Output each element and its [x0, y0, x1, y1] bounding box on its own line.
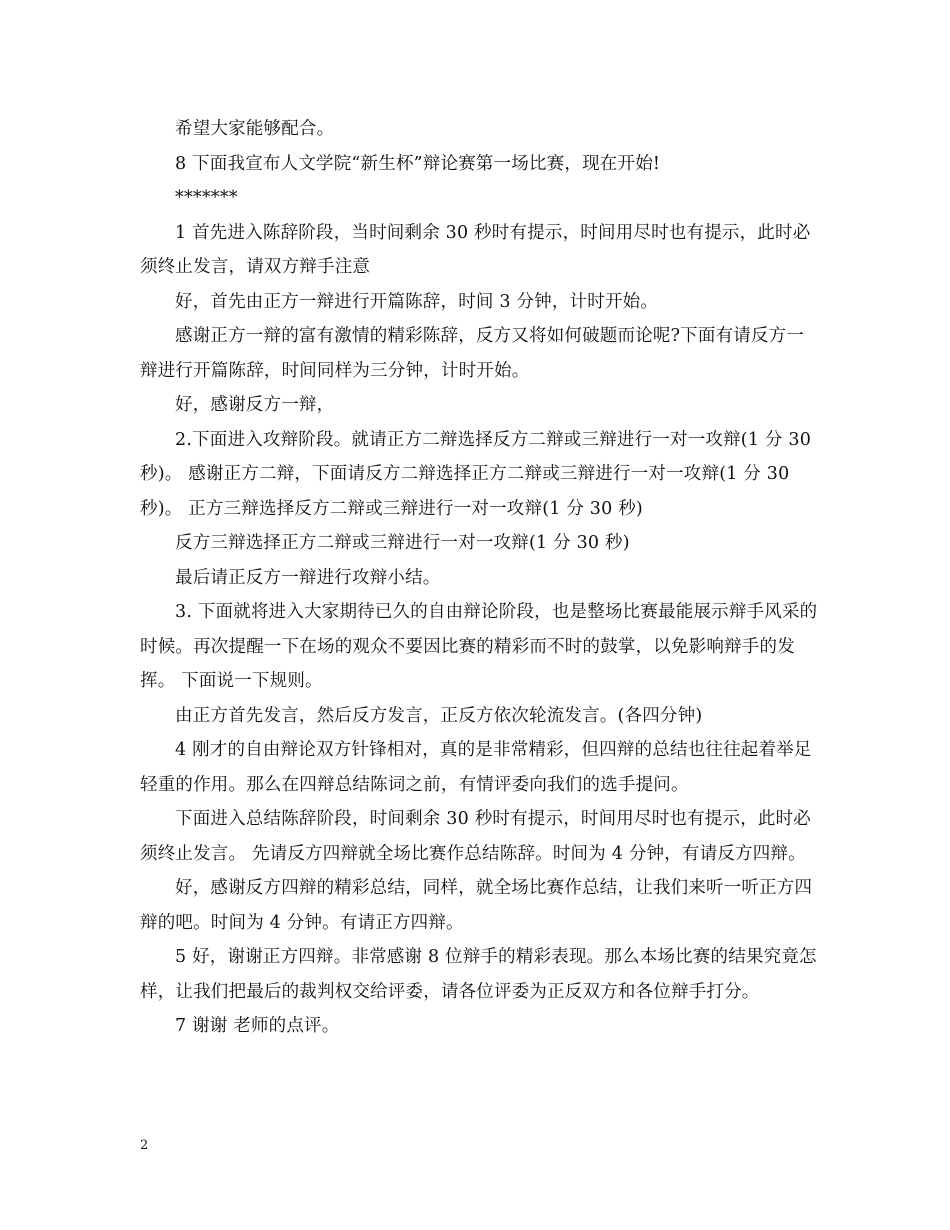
page-number: 2	[140, 1138, 149, 1153]
paragraph-cross-examination: 2.下面进入攻辩阶段。就请正方二辩选择反方二辩或三辩进行一对一攻辩(1 分 30 秒)。 感谢正方二辩，下面请反方二辩选择正方二辩或三辩进行一对一攻辩(1 分 30 秒)。 正方三辩选择反方二辩或三辩进行一对一攻辩(1 分 30 秒)	[140, 429, 812, 519]
paragraph-cross-summary: 最后请正反方一辩进行攻辩小结。	[175, 567, 441, 588]
paragraph-closing-stage: 下面进入总结陈辞阶段，时间剩余 30 秒时有提示，时间用尽时也有提示，此时必须终止发言。 先请反方四辩就全场比赛作总结陈辞。时间为 4 分钟，有请反方四辩。	[140, 809, 811, 864]
paragraph-judge-questions: 4 刚才的自由辩论双方针锋相对，真的是非常精彩，但四辩的总结也往往起着举足轻重的作用。那么在四辩总结陈词之前，有情评委向我们的选手提问。	[140, 740, 812, 795]
paragraph-teacher-comment: 7 谢谢 老师的点评。	[175, 1016, 340, 1036]
document-body	[140, 112, 818, 1044]
paragraph-separator: *******	[175, 188, 238, 208]
paragraph-free-debate: 3. 下面就将进入大家期待已久的自由辩论阶段，也是整场比赛最能展示辩手风采的时候。再次提醒一下在场的观众不要因比赛的精彩而不时的鼓掌，以免影响辩手的发挥。 下面说一下规则。	[140, 602, 818, 691]
paragraph-affirmative-closing: 好，感谢反方四辩的精彩总结，同样，就全场比赛作总结，让我们来听一听正方四辩的吧。时间为 4 分钟。有请正方四辩。	[140, 878, 813, 933]
paragraph-negative-third-cross: 反方三辩选择正方二辩或三辩进行一对一攻辩(1 分 30 秒)	[175, 533, 630, 553]
paragraph-announce-start: 8 下面我宣布人文学院“新生杯”辩论赛第一场比赛，现在开始!	[175, 153, 661, 174]
paragraph-negative-first-speaker: 感谢正方一辩的富有激情的精彩陈辞，反方又将如何破题而论呢?下面有请反方一辩进行开篇陈辞，时间同样为三分钟，计时开始。	[140, 326, 805, 381]
paragraph-affirmative-first-speaker: 好，首先由正方一辩进行开篇陈辞，时间 3 分钟，计时开始。	[175, 291, 659, 312]
paragraph-thanks-negative-first: 好，感谢反方一辩，	[175, 395, 335, 415]
paragraph-cooperation: 希望大家能够配合。	[175, 119, 335, 139]
paragraph-scoring: 5 好，谢谢正方四辩。非常感谢 8 位辩手的精彩表现。那么本场比赛的结果究竟怎样，让我们把最后的裁判权交给评委，请各位评委为正反双方和各位辩手打分。	[140, 947, 817, 1002]
paragraph-free-debate-rules: 由正方首先发言，然后反方发言，正反方依次轮流发言。(各四分钟)	[175, 705, 703, 726]
paragraph-opening-stage: 1 首先进入陈辞阶段，当时间剩余 30 秒时有提示，时间用尽时也有提示，此时必须终止发言，请双方辩手注意	[140, 222, 811, 277]
